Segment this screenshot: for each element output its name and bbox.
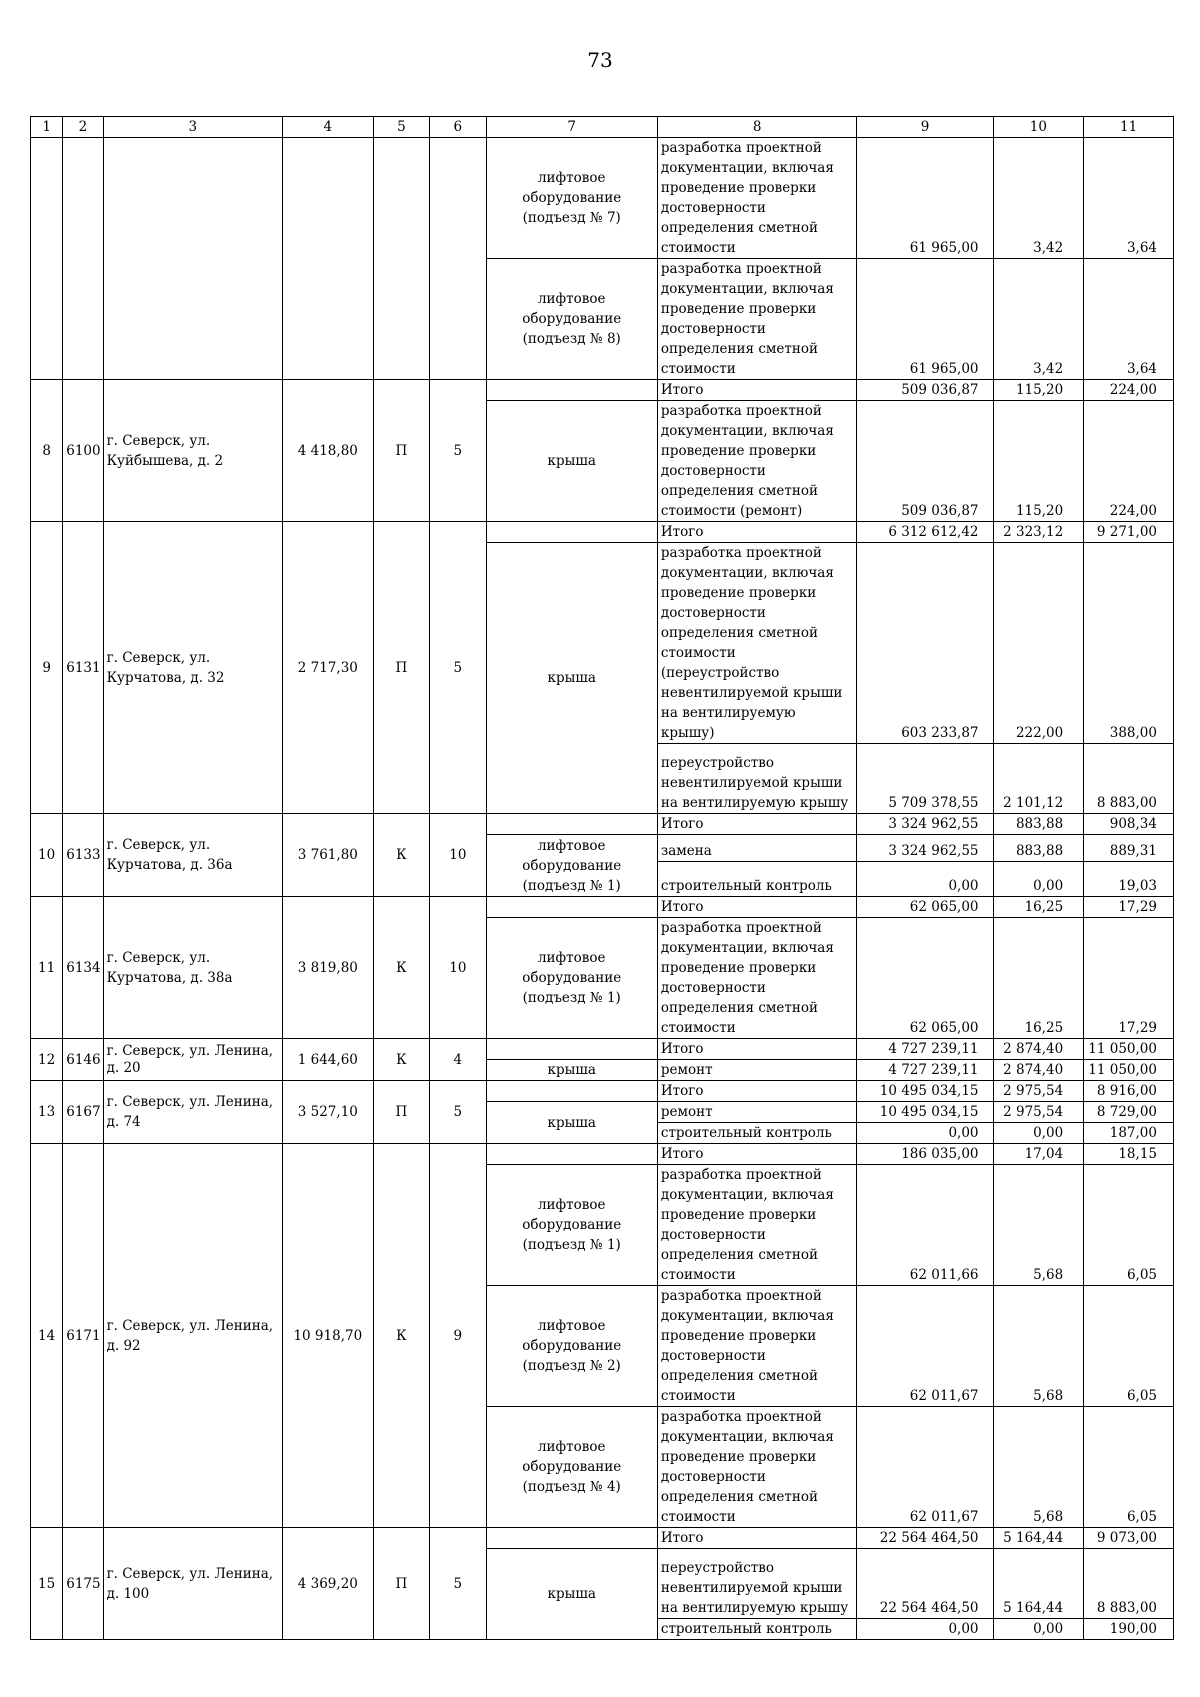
object-cell: [486, 380, 657, 401]
cost-cell: 10 495 034,15: [857, 1102, 993, 1123]
cost-cell: 4 727 239,11: [857, 1060, 993, 1081]
total-label-cell: Итого: [657, 380, 857, 401]
object-cell: лифтовое оборудование (подъезд № 4): [486, 1407, 657, 1528]
total-label-cell: Итого: [657, 1039, 857, 1060]
object-cell: [486, 1039, 657, 1060]
wall-type-cell: К: [373, 1039, 429, 1081]
total-label-cell: Итого: [657, 1528, 857, 1549]
total-label-cell: Итого: [657, 1144, 857, 1165]
wall-type-cell: П: [373, 522, 429, 814]
address-cell: г. Северск, ул. Ленина, д. 100: [103, 1528, 282, 1640]
work-type-cell: разработка проектной документации, включая проведение проверки достоверности определения сметной стоимости: [657, 1286, 857, 1407]
value-cell: 187,00: [1084, 1123, 1174, 1144]
wall-type-cell: П: [373, 1528, 429, 1640]
value-cell: 8 729,00: [1084, 1102, 1174, 1123]
value-cell: 5,68: [993, 1286, 1084, 1407]
address-cell: г. Северск, ул. Курчатова, д. 32: [103, 522, 282, 814]
value-cell: 8 883,00: [1084, 744, 1174, 814]
object-cell: [486, 522, 657, 543]
house-code-cell: 6171: [63, 1144, 103, 1528]
column-header: 3: [103, 117, 282, 138]
cost-cell: 509 036,87: [857, 380, 993, 401]
area-cell: 2 717,30: [282, 522, 373, 814]
value-cell: 2 975,54: [993, 1081, 1084, 1102]
work-type-cell: разработка проектной документации, включая проведение проверки достоверности определения сметной стоимости (переустройство невентилируемой крыши на вентилируемую крышу): [657, 543, 857, 744]
object-cell: крыша: [486, 543, 657, 814]
cost-cell: 22 564 464,50: [857, 1528, 993, 1549]
value-cell: 16,25: [993, 918, 1084, 1039]
wall-type-cell: К: [373, 814, 429, 897]
value-cell: 388,00: [1084, 543, 1174, 744]
floors-cell: 5: [430, 522, 486, 814]
object-cell: [486, 1144, 657, 1165]
area-cell: 4 418,80: [282, 380, 373, 522]
value-cell: 0,00: [993, 862, 1084, 897]
table-row: [31, 1081, 1174, 1102]
object-cell: лифтовое оборудование (подъезд № 7): [486, 138, 657, 259]
cost-cell: 0,00: [857, 862, 993, 897]
object-cell: лифтовое оборудование (подъезд № 1): [486, 1165, 657, 1286]
cost-cell: 62 011,66: [857, 1165, 993, 1286]
object-cell: [486, 1528, 657, 1549]
column-header: 11: [1084, 117, 1174, 138]
work-type-cell: строительный контроль: [657, 1619, 857, 1640]
total-label-cell: Итого: [657, 522, 857, 543]
cost-cell: 0,00: [857, 1619, 993, 1640]
row-number-cell: 9: [31, 522, 63, 814]
table-row: [31, 1039, 1174, 1060]
work-type-cell: разработка проектной документации, включая проведение проверки достоверности определения сметной стоимости (ремонт): [657, 401, 857, 522]
value-cell: 16,25: [993, 897, 1084, 918]
address-cell: [103, 138, 282, 380]
column-header: 5: [373, 117, 429, 138]
work-type-cell: ремонт: [657, 1102, 857, 1123]
table-row: [31, 522, 1174, 543]
value-cell: 190,00: [1084, 1619, 1174, 1640]
house-code-cell: 6167: [63, 1081, 103, 1144]
floors-cell: 10: [430, 814, 486, 897]
address-cell: г. Северск, ул. Ленина, д. 74: [103, 1081, 282, 1144]
address-cell: г. Северск, ул. Ленина, д. 20: [103, 1039, 282, 1081]
column-header: 8: [657, 117, 857, 138]
area-cell: [282, 138, 373, 380]
cost-cell: 186 035,00: [857, 1144, 993, 1165]
value-cell: 115,20: [993, 401, 1084, 522]
area-cell: 4 369,20: [282, 1528, 373, 1640]
house-code-cell: 6133: [63, 814, 103, 897]
value-cell: 5 164,44: [993, 1528, 1084, 1549]
column-header: 10: [993, 117, 1084, 138]
value-cell: 18,15: [1084, 1144, 1174, 1165]
cost-cell: 4 727 239,11: [857, 1039, 993, 1060]
cost-cell: 62 065,00: [857, 918, 993, 1039]
cost-cell: 509 036,87: [857, 401, 993, 522]
value-cell: 9 073,00: [1084, 1528, 1174, 1549]
object-cell: лифтовое оборудование (подъезд № 1): [486, 835, 657, 897]
house-code-cell: 6146: [63, 1039, 103, 1081]
cost-cell: 0,00: [857, 1123, 993, 1144]
floors-cell: 9: [430, 1144, 486, 1528]
object-cell: [486, 814, 657, 835]
work-type-cell: строительный контроль: [657, 862, 857, 897]
value-cell: 3,64: [1084, 138, 1174, 259]
address-cell: г. Северск, ул. Ленина, д. 92: [103, 1144, 282, 1528]
value-cell: 883,88: [993, 835, 1084, 862]
value-cell: 17,04: [993, 1144, 1084, 1165]
column-number-row: [31, 117, 1174, 138]
address-cell: г. Северск, ул. Курчатова, д. 36а: [103, 814, 282, 897]
object-cell: [486, 1081, 657, 1102]
object-cell: крыша: [486, 1549, 657, 1640]
value-cell: 222,00: [993, 543, 1084, 744]
table-row: [31, 1144, 1174, 1165]
object-cell: лифтовое оборудование (подъезд № 2): [486, 1286, 657, 1407]
value-cell: 6,05: [1084, 1165, 1174, 1286]
wall-type-cell: П: [373, 380, 429, 522]
value-cell: 3,64: [1084, 259, 1174, 380]
house-code-cell: 6131: [63, 522, 103, 814]
work-type-cell: строительный контроль: [657, 1123, 857, 1144]
address-cell: г. Северск, ул. Курчатова, д. 38а: [103, 897, 282, 1039]
address-cell: г. Северск, ул. Куйбышева, д. 2: [103, 380, 282, 522]
cost-cell: 62 011,67: [857, 1407, 993, 1528]
row-number-cell: 15: [31, 1528, 63, 1640]
work-type-cell: разработка проектной документации, включая проведение проверки достоверности определения сметной стоимости: [657, 918, 857, 1039]
work-type-cell: ремонт: [657, 1060, 857, 1081]
cost-cell: 62 011,67: [857, 1286, 993, 1407]
floors-cell: [430, 138, 486, 380]
column-header: 7: [486, 117, 657, 138]
column-header: 2: [63, 117, 103, 138]
table-row: [31, 138, 1174, 259]
value-cell: 17,29: [1084, 918, 1174, 1039]
floors-cell: 5: [430, 1528, 486, 1640]
value-cell: 5 164,44: [993, 1549, 1084, 1619]
total-label-cell: Итого: [657, 1081, 857, 1102]
work-type-cell: переустройство невентилируемой крыши на вентилируемую крышу: [657, 1549, 857, 1619]
value-cell: 11 050,00: [1084, 1039, 1174, 1060]
object-cell: лифтовое оборудование (подъезд № 8): [486, 259, 657, 380]
cost-cell: 3 324 962,55: [857, 814, 993, 835]
row-number-cell: 13: [31, 1081, 63, 1144]
row-number-cell: 14: [31, 1144, 63, 1528]
cost-cell: 61 965,00: [857, 259, 993, 380]
work-type-cell: разработка проектной документации, включая проведение проверки достоверности определения сметной стоимости: [657, 138, 857, 259]
value-cell: 2 874,40: [993, 1060, 1084, 1081]
object-cell: крыша: [486, 1060, 657, 1081]
value-cell: 3,42: [993, 138, 1084, 259]
house-code-cell: [63, 138, 103, 380]
value-cell: 883,88: [993, 814, 1084, 835]
total-label-cell: Итого: [657, 814, 857, 835]
object-cell: крыша: [486, 401, 657, 522]
area-cell: 1 644,60: [282, 1039, 373, 1081]
object-cell: лифтовое оборудование (подъезд № 1): [486, 918, 657, 1039]
table-row: [31, 897, 1174, 918]
total-label-cell: Итого: [657, 897, 857, 918]
column-header: 6: [430, 117, 486, 138]
column-header: 9: [857, 117, 993, 138]
work-type-cell: разработка проектной документации, включая проведение проверки достоверности определения сметной стоимости: [657, 1165, 857, 1286]
work-type-cell: переустройство невентилируемой крыши на вентилируемую крышу: [657, 744, 857, 814]
object-cell: [486, 897, 657, 918]
object-cell: крыша: [486, 1102, 657, 1144]
floors-cell: 5: [430, 380, 486, 522]
page-number: 73: [587, 48, 613, 72]
floors-cell: 4: [430, 1039, 486, 1081]
row-number-cell: 8: [31, 380, 63, 522]
area-cell: 3 819,80: [282, 897, 373, 1039]
value-cell: 2 975,54: [993, 1102, 1084, 1123]
repair-plan-table: [30, 116, 1174, 1640]
value-cell: 889,31: [1084, 835, 1174, 862]
table-row: [31, 814, 1174, 835]
house-code-cell: 6134: [63, 897, 103, 1039]
value-cell: 0,00: [993, 1123, 1084, 1144]
column-header: 1: [31, 117, 63, 138]
cost-cell: 22 564 464,50: [857, 1549, 993, 1619]
cost-cell: 603 233,87: [857, 543, 993, 744]
wall-type-cell: К: [373, 897, 429, 1039]
row-number-cell: 11: [31, 897, 63, 1039]
work-type-cell: разработка проектной документации, включая проведение проверки достоверности определения сметной стоимости: [657, 259, 857, 380]
row-number-cell: 12: [31, 1039, 63, 1081]
value-cell: 8 883,00: [1084, 1549, 1174, 1619]
value-cell: 3,42: [993, 259, 1084, 380]
wall-type-cell: К: [373, 1144, 429, 1528]
area-cell: 3 761,80: [282, 814, 373, 897]
table-row: [31, 380, 1174, 401]
row-number-cell: 10: [31, 814, 63, 897]
value-cell: 224,00: [1084, 401, 1174, 522]
house-code-cell: 6175: [63, 1528, 103, 1640]
value-cell: 9 271,00: [1084, 522, 1174, 543]
work-type-cell: замена: [657, 835, 857, 862]
value-cell: 17,29: [1084, 897, 1174, 918]
value-cell: 2 101,12: [993, 744, 1084, 814]
value-cell: 5,68: [993, 1407, 1084, 1528]
area-cell: 3 527,10: [282, 1081, 373, 1144]
table-row: [31, 1528, 1174, 1549]
cost-cell: 10 495 034,15: [857, 1081, 993, 1102]
value-cell: 224,00: [1084, 380, 1174, 401]
wall-type-cell: [373, 138, 429, 380]
value-cell: 2 323,12: [993, 522, 1084, 543]
cost-cell: 5 709 378,55: [857, 744, 993, 814]
row-number-cell: [31, 138, 63, 380]
value-cell: 6,05: [1084, 1407, 1174, 1528]
floors-cell: 5: [430, 1081, 486, 1144]
value-cell: 11 050,00: [1084, 1060, 1174, 1081]
column-header: 4: [282, 117, 373, 138]
work-type-cell: разработка проектной документации, включая проведение проверки достоверности определения сметной стоимости: [657, 1407, 857, 1528]
value-cell: 115,20: [993, 380, 1084, 401]
value-cell: 8 916,00: [1084, 1081, 1174, 1102]
value-cell: 2 874,40: [993, 1039, 1084, 1060]
cost-cell: 62 065,00: [857, 897, 993, 918]
value-cell: 0,00: [993, 1619, 1084, 1640]
value-cell: 6,05: [1084, 1286, 1174, 1407]
area-cell: 10 918,70: [282, 1144, 373, 1528]
cost-cell: 3 324 962,55: [857, 835, 993, 862]
wall-type-cell: П: [373, 1081, 429, 1144]
value-cell: 5,68: [993, 1165, 1084, 1286]
cost-cell: 6 312 612,42: [857, 522, 993, 543]
floors-cell: 10: [430, 897, 486, 1039]
cost-cell: 61 965,00: [857, 138, 993, 259]
value-cell: 908,34: [1084, 814, 1174, 835]
value-cell: 19,03: [1084, 862, 1174, 897]
house-code-cell: 6100: [63, 380, 103, 522]
